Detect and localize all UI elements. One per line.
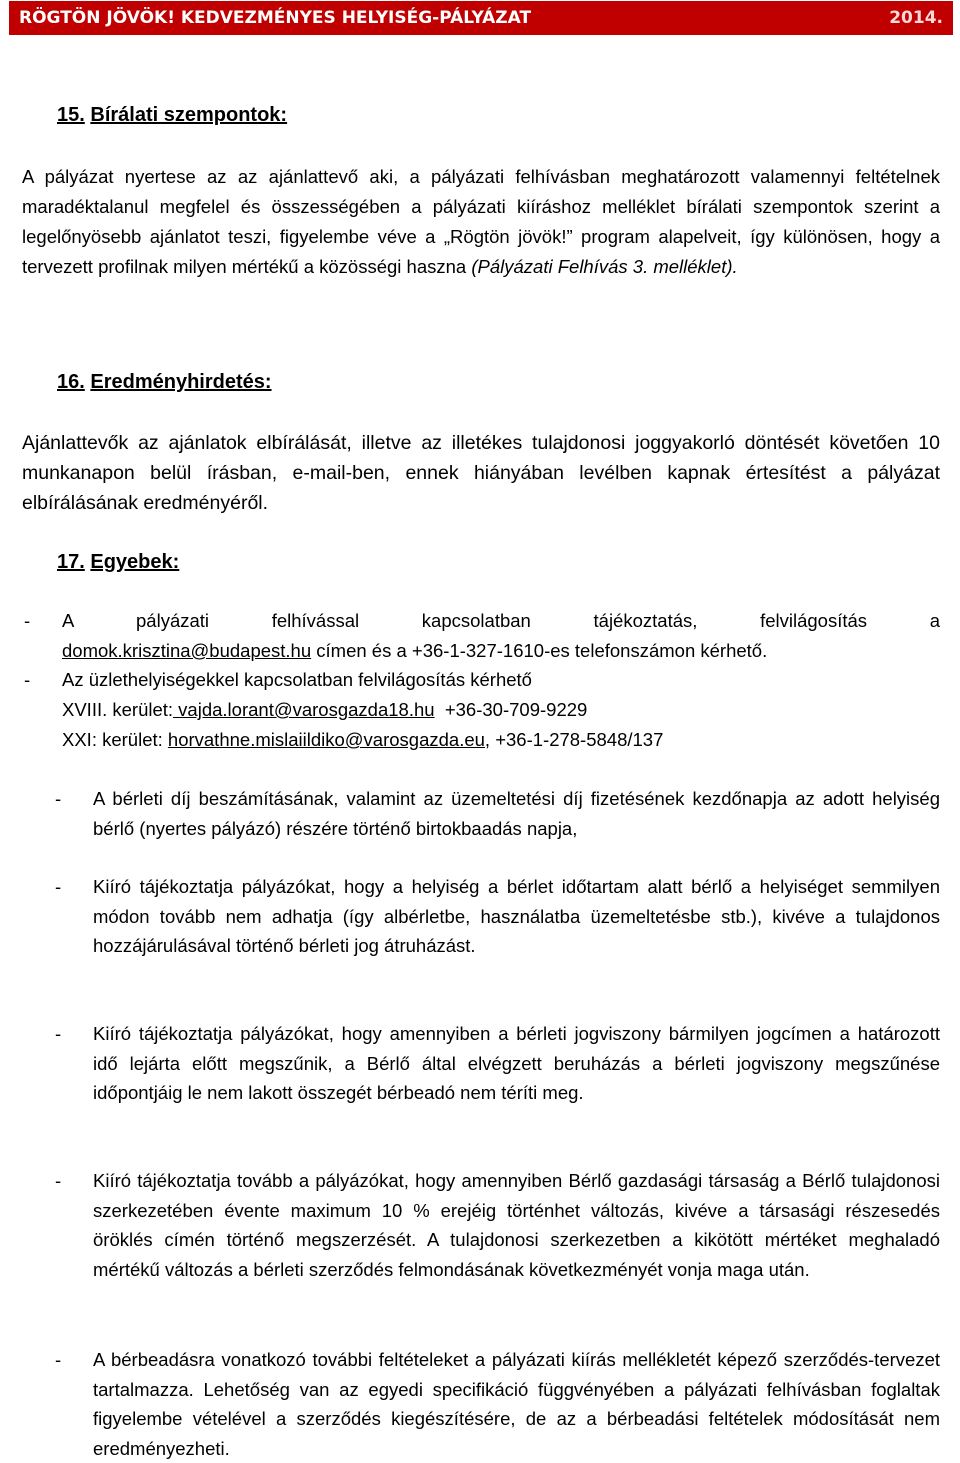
contact-item-line [62, 640, 767, 662]
section-number: 15. [57, 104, 85, 126]
section-15-heading [57, 104, 287, 127]
contact-text: címen és a +36-1-327-1610-es telefonszámon kérhető. [311, 640, 768, 661]
section-number: 17. [57, 551, 85, 573]
list-dash: - [55, 1349, 62, 1370]
email-link[interactable]: vajda.lorant@varosgazda18.hu [173, 699, 435, 720]
district-18-contact [62, 699, 587, 721]
section-title: Bírálati szempontok: [90, 104, 288, 126]
section-15-body [22, 162, 940, 282]
list-dash: - [55, 788, 62, 809]
district-label: XXI: kerület: [62, 729, 168, 750]
list-dash: - [24, 669, 31, 690]
phone-number: +36-30-709-9229 [434, 699, 588, 720]
list-item: A bérbeadásra vonatkozó további feltételeket a pályázati kiírás mellékletét képező szerződés-tervezet tartalmazza. Lehetőség van az egyedi specifikáció függvényében a pályázati felhívásban foglaltak figyelembe vételével a szerződés kiegészítésére, de az a bérbeadási feltételek módosítását nem eredményezheti. [93, 1349, 940, 1459]
contact-item-line: A pályázati felhívással kapcsolatban tájékoztatás, felvilágosítás a [62, 610, 940, 631]
header-year: 2014. [889, 8, 943, 28]
list-item: Kiíró tájékoztatja pályázókat, hogy amennyiben a bérleti jogviszony bármilyen jogcímen a határozott idő lejárta előtt megszűnik, a Bérlő által elvégzett beruházás a bérleti jogviszony megszűnése időpontjáig le nem lakott összegét bérbeadó nem téríti meg. [93, 1023, 940, 1103]
section-number: 16. [57, 371, 85, 393]
section-17-heading [57, 551, 179, 574]
section-16-heading [57, 371, 272, 394]
phone-number: , +36-1-278-5848/137 [484, 729, 664, 750]
section-15-reference: (Pályázati Felhívás 3. melléklet). [471, 256, 738, 277]
section-title: Eredményhirdetés: [90, 371, 272, 393]
header-title: RÖGTÖN JÖVÖK! KEDVEZMÉNYES HELYISÉG-PÁLYÁZAT [19, 8, 532, 28]
list-item: Kiíró tájékoztatja tovább a pályázókat, hogy amennyiben Bérlő gazdasági társaság a Bérlő tulajdonosi szerkezetében évente maximum 10 % erejéig történhet változás, kivéve a társasági részesedés öröklés címén történő megszerzését. A tulajdonosi szerkezetben a kikötött mértéket meghaladó mértékű változás a bérleti szerződés felmondásának következményét vonja maga után. [93, 1170, 940, 1280]
list-item: Kiíró tájékoztatja pályázókat, hogy a helyiség a bérlet időtartam alatt bérlő a helyiséget semmilyen módon tovább nem adhatja (így albérletbe, használatba üzemeltetésbe stb.), kivéve a tulajdonos hozzájárulásával történő bérleti jog átruházást. [93, 876, 940, 956]
district-label: XVIII. kerület: [62, 699, 174, 720]
section-16-body: Ajánlattevők az ajánlatok elbírálását, illetve az illetékes tulajdonosi joggyakorló döntését követően 10 munkanapon belül írásban, e-mail-ben, ennek hiányában levélben kapnak értesítést a pályázat elbírálásának eredményéről. [22, 432, 940, 514]
list-item: A bérleti díj beszámításának, valamint az üzemeltetési díj fizetésének kezdőnapja az adott helyiség bérlő (nyertes pályázó) részére történő birtokbaadás napja, [93, 788, 940, 839]
document-header [9, 1, 953, 35]
email-link[interactable]: horvathne.mislaiildiko@varosgazda.eu [167, 729, 485, 750]
contact-item-line: Az üzlethelyiségekkel kapcsolatban felvilágosítás kérhető [62, 669, 532, 690]
section-15-text: A pályázat nyertese az az ajánlattevő aki, a pályázati felhívásban meghatározott valamennyi feltételnek maradéktalanul megfelel és összességében a pályázati kiíráshoz melléklet bírálati szempontok szerint a legelőnyösebb ajánlatot teszi, figyelembe véve a „Rögtön jövök!” program alapelveit, így különösen, hogy a tervezett profilnak milyen mértékű a közösségi haszna [22, 166, 940, 277]
list-dash: - [55, 1023, 62, 1044]
district-21-contact [62, 729, 663, 751]
list-dash: - [55, 1170, 62, 1191]
list-dash: - [24, 610, 31, 631]
email-link[interactable]: domok.krisztina@budapest.hu [62, 640, 312, 661]
list-dash: - [55, 876, 62, 897]
section-title: Egyebek: [90, 551, 180, 573]
